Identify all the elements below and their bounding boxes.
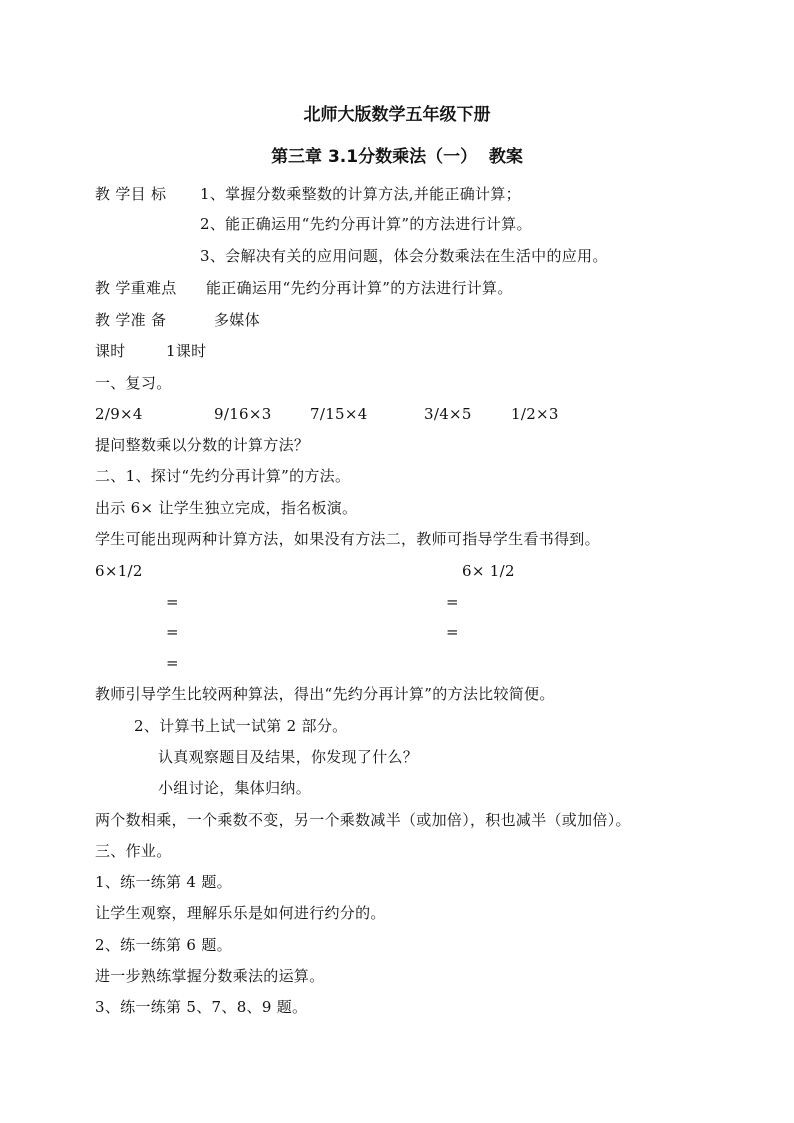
homework-item-5: 3、练一练第 5、7、8、9 题。 — [95, 998, 308, 1016]
left-equals-3: = — [166, 654, 179, 672]
document-title: 北师大版数学五年级下册 — [303, 105, 491, 125]
review-expression-2: 9/16×3 — [214, 405, 272, 423]
right-equals-2: = — [446, 623, 459, 641]
objective-item-2: 2、能正确运用“先约分再计算”的方法进行计算。 — [200, 215, 532, 233]
explore-note: 学生可能出现两种计算方法，如果没有方法二，教师可指导学生看书得到。 — [95, 530, 600, 548]
preparation-label: 教 学准 备 — [95, 311, 167, 329]
preparation-text: 多媒体 — [214, 311, 260, 329]
period-text: 1课时 — [166, 342, 207, 360]
explore-sub2: 2、计算书上试一试第 2 部分。 — [134, 717, 348, 735]
review-expression-5: 1/2×3 — [511, 405, 559, 423]
right-equals-1: = — [446, 593, 459, 611]
explore-observe: 认真观察题目及结果，你发现了什么？ — [158, 748, 419, 766]
key-points-label: 教 学重难点 — [95, 279, 177, 297]
review-heading: 一、复习。 — [95, 374, 172, 392]
explore-show: 出示 6× 让学生独立完成，指名板演。 — [95, 499, 358, 517]
document-subtitle: 第三章 3.1分数乘法（一） 教案 — [271, 147, 523, 167]
homework-item-2: 让学生观察，理解乐乐是如何进行约分的。 — [95, 904, 386, 922]
review-question: 提问整数乘以分数的计算方法？ — [95, 436, 310, 454]
period-label: 课时 — [95, 342, 126, 360]
homework-heading: 三、作业。 — [95, 842, 172, 860]
homework-item-4: 进一步熟练掌握分数乘法的运算。 — [95, 967, 325, 985]
objective-item-1: 1、掌握分数乘整数的计算方法,并能正确计算； — [200, 185, 521, 203]
objectives-label: 教 学目 标 — [95, 185, 167, 203]
left-expression: 6×1/2 — [95, 562, 143, 580]
right-expression: 6× 1/2 — [462, 562, 515, 580]
explore-discuss: 小组讨论，集体归纳。 — [158, 779, 312, 797]
key-points-text: 能正确运用“先约分再计算”的方法进行计算。 — [206, 279, 513, 297]
review-expression-4: 3/4×5 — [424, 405, 472, 423]
left-equals-1: = — [166, 593, 179, 611]
left-equals-2: = — [166, 623, 179, 641]
homework-item-1: 1、练一练第 4 题。 — [95, 873, 232, 891]
homework-item-3: 2、练一练第 6 题。 — [95, 936, 232, 954]
review-expression-3: 7/15×4 — [310, 405, 368, 423]
objective-item-3: 3、会解决有关的应用问题，体会分数乘法在生活中的应用。 — [200, 247, 608, 265]
explore-heading: 二、1、探讨“先约分再计算”的方法。 — [95, 467, 351, 485]
explore-compare: 教师引导学生比较两种算法，得出“先约分再计算”的方法比较简便。 — [95, 685, 555, 703]
explore-conclusion: 两个数相乘，一个乘数不变，另一个乘数减半（或加倍），积也减半（或加倍）。 — [95, 811, 631, 829]
review-expression-1: 2/9×4 — [95, 405, 143, 423]
